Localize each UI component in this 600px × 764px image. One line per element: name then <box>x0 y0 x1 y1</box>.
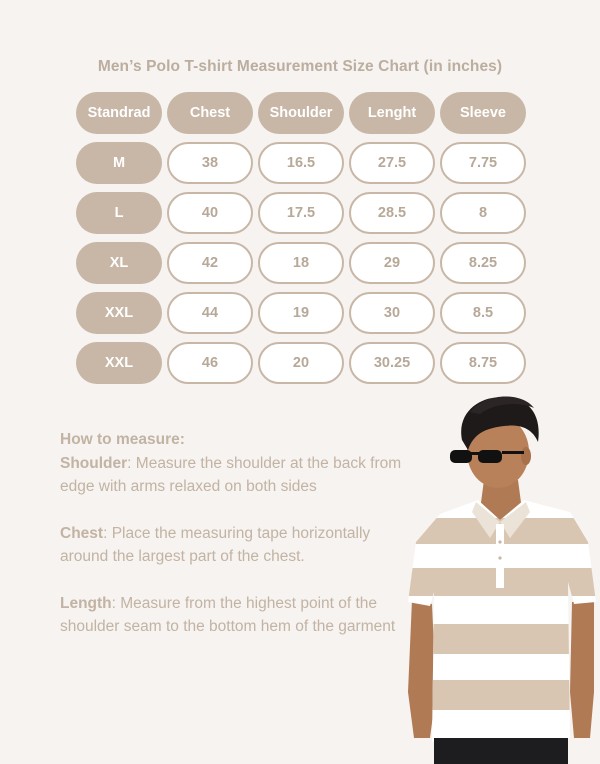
row-size-label: L <box>76 192 162 234</box>
how-to-measure <box>60 428 405 662</box>
cell-chest: 40 <box>167 192 253 234</box>
row-size-label: XL <box>76 242 162 284</box>
cell-shoulder: 17.5 <box>258 192 344 234</box>
instruction-text: : Place the measuring tape horizontally around the largest part of the chest. <box>60 524 371 565</box>
header-standard: Standrad <box>76 92 162 134</box>
cell-chest: 46 <box>167 342 253 384</box>
instruction-text: : Measure the shoulder at the back from edge with arms relaxed on both sides <box>60 454 402 495</box>
cell-chest: 44 <box>167 292 253 334</box>
instruction-chest <box>60 522 405 569</box>
instruction-term: Length <box>60 594 112 612</box>
cell-length: 30.25 <box>349 342 435 384</box>
cell-sleeve: 8.25 <box>440 242 526 284</box>
cell-sleeve: 8.5 <box>440 292 526 334</box>
cell-shoulder: 19 <box>258 292 344 334</box>
header-length: Lenght <box>349 92 435 134</box>
cell-length: 27.5 <box>349 142 435 184</box>
instruction-term: Chest <box>60 524 104 542</box>
cell-length: 30 <box>349 292 435 334</box>
cell-shoulder: 20 <box>258 342 344 384</box>
cell-shoulder: 16.5 <box>258 142 344 184</box>
header-chest: Chest <box>167 92 253 134</box>
row-size-label: M <box>76 142 162 184</box>
model-photo <box>400 392 600 764</box>
instruction-length <box>60 592 405 639</box>
size-chart-table <box>76 92 526 384</box>
instruction-text: : Measure from the highest point of the shoulder seam to the bottom hem of the garment <box>60 594 396 635</box>
header-sleeve: Sleeve <box>440 92 526 134</box>
cell-chest: 42 <box>167 242 253 284</box>
row-size-label: XXL <box>76 342 162 384</box>
instruction-shoulder <box>60 452 405 499</box>
instruction-term: Shoulder <box>60 454 128 472</box>
how-to-heading: How to measure: <box>60 431 185 448</box>
row-size-label: XXL <box>76 292 162 334</box>
cell-length: 29 <box>349 242 435 284</box>
cell-length: 28.5 <box>349 192 435 234</box>
cell-sleeve: 8.75 <box>440 342 526 384</box>
cell-chest: 38 <box>167 142 253 184</box>
page-title: Men’s Polo T-shirt Measurement Size Chart (in inches) <box>97 58 503 75</box>
cell-sleeve: 8 <box>440 192 526 234</box>
cell-shoulder: 18 <box>258 242 344 284</box>
header-shoulder: Shoulder <box>258 92 344 134</box>
cell-sleeve: 7.75 <box>440 142 526 184</box>
